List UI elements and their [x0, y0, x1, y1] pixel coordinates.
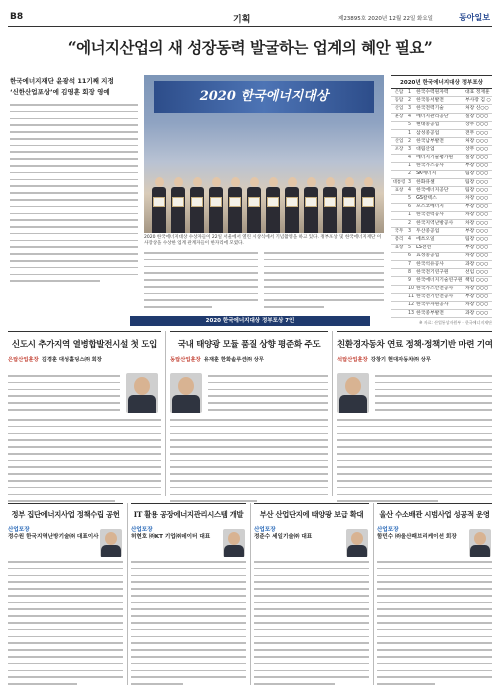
story-body: [8, 561, 123, 690]
column-divider: [127, 503, 128, 685]
story-6: [254, 503, 369, 541]
center-article-text-1: [144, 252, 258, 313]
award-category: [391, 211, 407, 219]
story-person: 정준수 세일기술㈜ 대표: [254, 534, 313, 540]
award-rank: 1: [407, 162, 415, 170]
award-category: [391, 293, 407, 301]
award-category: 훈장: [391, 113, 407, 121]
award-rank: 11: [407, 293, 415, 301]
award-list-row: [391, 138, 492, 146]
headline: “에너지산업의 새 성장동력 발굴하는 업계의 혜안 필요”: [67, 38, 433, 57]
award-list-row: [391, 121, 492, 129]
award-recipient: 팀장 ○○○: [464, 179, 492, 187]
award-category: [391, 154, 407, 162]
award-recipient: 선임 ○○○: [464, 269, 492, 277]
award-list-row: [391, 260, 492, 268]
award-rank: 13: [407, 310, 415, 318]
award-organization: 에쓰오일: [415, 236, 464, 244]
person-photo: [346, 529, 368, 557]
story-4: [8, 503, 123, 541]
award-recipient: 전무 ○○○: [464, 129, 492, 137]
story-award-tag: 산업포장: [254, 527, 276, 533]
award-organization: 한국동서발전: [415, 97, 464, 105]
story-person: 김경훈 대성홀딩스㈜ 회장: [41, 357, 102, 363]
award-recipient: 과장 ○○○: [464, 260, 492, 268]
story-title: 정부 집단에너지사업 정책수립 공헌: [8, 503, 123, 527]
award-rank: 3: [407, 146, 415, 154]
award-organization: 한국수력원자력: [415, 89, 464, 97]
award-rank: 6: [407, 252, 415, 260]
column-divider: [373, 503, 374, 685]
award-category: 은탑: [391, 89, 407, 97]
award-list-row: [391, 179, 492, 187]
story-award-tag: 산업포장: [131, 527, 153, 533]
award-rank: 12: [407, 301, 415, 309]
story-title: 국내 태양광 모듈 품질 상향 평준화 주도: [170, 331, 328, 355]
award-category: 동탑: [391, 97, 407, 105]
award-recipient: 부사장 김 ○: [464, 97, 492, 105]
award-recipient: 책임 ○○○: [464, 277, 492, 285]
award-category: 표창: [391, 244, 407, 252]
award-organization: 한국전력기술: [415, 105, 464, 113]
award-recipient: 차장 ○○○: [464, 220, 492, 228]
award-category: 포장: [391, 146, 407, 154]
newspaper-logo: 동아일보: [459, 13, 490, 22]
ceremony-banner: 2020 한국에너지대상: [154, 81, 374, 113]
story-person: 허현호 ㈜KT 기업㈜데이터 대표: [131, 534, 211, 540]
award-category: [391, 269, 407, 277]
award-recipient: 팀장 ○○○: [464, 236, 492, 244]
award-list-table: [391, 89, 492, 318]
person-photo: [126, 373, 158, 413]
award-rank: 2: [407, 220, 415, 228]
award-organization: 에너지기술평가원: [415, 154, 464, 162]
award-list-row: [391, 301, 492, 309]
center-article-text-2: [264, 252, 384, 313]
award-organization: 에너지관리공단: [415, 113, 464, 121]
award-rank: 10: [407, 285, 415, 293]
award-list-row: [391, 187, 492, 195]
award-recipient: 처장 신○○: [464, 105, 492, 113]
award-organization: 현대중공업: [415, 121, 464, 129]
award-recipient: 차장 ○○○: [464, 301, 492, 309]
story-award-tag: 동탑산업훈장: [170, 357, 201, 363]
section-bar: 2020 한국에너지대상 정부포상 7인: [130, 316, 370, 326]
award-list-title: 2020년 한국에너지대상 정부포상: [391, 75, 492, 89]
award-rank: 1: [407, 89, 415, 97]
award-list-row: [391, 146, 492, 154]
award-category: [391, 195, 407, 203]
award-list-row: [391, 154, 492, 162]
story-person: 정수원 한국지역난방기술㈜ 대표이사: [8, 534, 99, 540]
award-organization: 두산중공업: [415, 228, 464, 236]
award-organization: 한국가스공사: [415, 162, 464, 170]
column-divider: [165, 331, 166, 496]
award-organization: GS칼텍스: [415, 195, 464, 203]
award-recipient: 차장 ○○○: [464, 195, 492, 203]
award-rank: 4: [407, 187, 415, 195]
award-list-row: [391, 89, 492, 97]
issue-date: 제23895호 2020년 12월 22일 화요일: [338, 16, 433, 22]
award-category: [391, 203, 407, 211]
story-title: 울산 수소배관 시범사업 성공적 운영: [377, 503, 492, 527]
award-organization: LS전선: [415, 244, 464, 252]
award-recipient: 부장 ○○○: [464, 162, 492, 170]
award-category: [391, 285, 407, 293]
award-rank: 2: [407, 138, 415, 146]
page-number: B8: [10, 12, 24, 22]
column-divider: [332, 331, 333, 496]
story-person: 유재훈 한화솔루션㈜ 상무: [203, 357, 264, 363]
person-photo: [469, 529, 491, 557]
award-list-row: [391, 162, 492, 170]
page-header: [8, 9, 492, 27]
award-category: 산업: [391, 138, 407, 146]
award-category: [391, 260, 407, 268]
story-3: [337, 331, 492, 367]
award-organization: 효성중공업: [415, 252, 464, 260]
story-title: 부산 산업단지에 태양광 보급 확대: [254, 503, 369, 527]
award-list-row: [391, 129, 492, 137]
story-body: [377, 561, 492, 690]
story-title: 친환경자동차 연료 정책·정책기반 마련 기여: [337, 331, 492, 355]
award-category: 표창: [391, 187, 407, 195]
award-list-row: [391, 211, 492, 219]
award-recipient: 팀장 ○○○: [464, 170, 492, 178]
award-list-row: [391, 277, 492, 285]
award-organization: 한국수자원공사: [415, 301, 464, 309]
award-rank: 5: [407, 244, 415, 252]
award-category: [391, 121, 407, 129]
award-list-row: [391, 105, 492, 113]
person-photo: [170, 373, 202, 413]
story-award-tag: 산업포장: [377, 527, 399, 533]
photo-caption: 2020 한국에너지대상 수상자들이 22일 서울에서 열린 시상식에서 기념촬영을 하고 있다. 정부포상 및 한국에너지재단 이사장상을 수상한 업계 관계자들이 한자리에 모였다.: [144, 235, 382, 246]
person-photo: [100, 529, 122, 557]
story-7: [377, 503, 492, 541]
story-title: 신도시 추가지역 열병합발전시설 첫 도입: [8, 331, 161, 355]
lead-article-text: [10, 104, 138, 287]
story-award-tag: 석탑산업훈장: [337, 357, 368, 363]
story-award-tag: 산업포장: [8, 527, 30, 533]
award-list-row: [391, 195, 492, 203]
award-recipient: 부장 ○○○: [464, 228, 492, 236]
award-rank: 3: [407, 179, 415, 187]
award-list-row: [391, 220, 492, 228]
award-organization: 한국중부발전: [415, 310, 464, 318]
award-recipient: 부장 ○○○: [464, 293, 492, 301]
award-organization: 한국가스안전공사: [415, 285, 464, 293]
award-rank: 3: [407, 105, 415, 113]
award-list-source: ※ 자료: 산업통상자원부 · 한국에너지재단: [419, 320, 492, 326]
award-recipient: 상무 ○○○: [464, 146, 492, 154]
award-rank: 1: [407, 211, 415, 219]
award-organization: 삼성중공업: [415, 129, 464, 137]
person-photo: [223, 529, 245, 557]
story-5: [131, 503, 246, 541]
award-category: [391, 252, 407, 260]
award-rank: 2: [407, 170, 415, 178]
award-category: [391, 170, 407, 178]
award-organization: 포스코에너지: [415, 203, 464, 211]
award-recipient: 부장 ○○○: [464, 244, 492, 252]
award-category: [391, 301, 407, 309]
award-list-row: [391, 252, 492, 260]
award-rank: 4: [407, 154, 415, 162]
award-rank: 6: [407, 203, 415, 211]
award-winners-group: [144, 123, 384, 233]
column-divider: [250, 503, 251, 685]
award-organization: 한화큐셀: [415, 179, 464, 187]
story-body: [170, 419, 328, 507]
award-list-row: [391, 236, 492, 244]
lead-subhead-1: 한국에너지재단 윤광석 11기째 지정: [10, 77, 114, 85]
award-rank: 2: [407, 97, 415, 105]
award-category: [391, 220, 407, 228]
award-category: [391, 277, 407, 285]
award-recipient: 부장 ○○○: [464, 203, 492, 211]
story-1: [8, 331, 161, 367]
award-recipient: 처장 ○○○: [464, 138, 492, 146]
award-recipient: 실장 ○○○: [464, 154, 492, 162]
award-recipient: 실장 ○○○: [464, 113, 492, 121]
award-recipient: 과장 ○○○: [464, 310, 492, 318]
award-organization: SK에너지: [415, 170, 464, 178]
award-category: [391, 162, 407, 170]
award-rank: 4: [407, 236, 415, 244]
award-category: 총리: [391, 236, 407, 244]
award-list-row: [391, 310, 492, 318]
award-organization: 한국전기안전공사: [415, 293, 464, 301]
award-list-row: [391, 285, 492, 293]
award-list-row: [391, 203, 492, 211]
award-category: [391, 310, 407, 318]
award-organization: 한국석유공사: [415, 260, 464, 268]
award-list-row: [391, 170, 492, 178]
award-recipient: 팀장 ○○○: [464, 187, 492, 195]
award-organization: 한국에너지공단: [415, 187, 464, 195]
award-category: 산업: [391, 105, 407, 113]
award-rank: 8: [407, 269, 415, 277]
story-2: [170, 331, 328, 367]
award-rank: 9: [407, 277, 415, 285]
award-organization: 한국남부발전: [415, 138, 464, 146]
story-title: IT 활용 공장에너지관리시스템 개발: [131, 503, 246, 527]
award-rank: 1: [407, 129, 415, 137]
story-person: 함민수 ㈜울산패브리케이션 회장: [377, 534, 457, 540]
story-body: [254, 561, 369, 690]
story-person: 강창기 현대자동차㈜ 상무: [370, 357, 431, 363]
award-recipient: 차장 ○○○: [464, 252, 492, 260]
award-category: 대통령: [391, 179, 407, 187]
story-body: [8, 419, 161, 507]
award-list-row: [391, 228, 492, 236]
award-rank: 5: [407, 121, 415, 129]
award-organization: 대림산업: [415, 146, 464, 154]
award-rank: 3: [407, 228, 415, 236]
award-rank: 4: [407, 113, 415, 121]
award-list-row: [391, 293, 492, 301]
award-recipient: 상무 ○○○: [464, 121, 492, 129]
award-organization: 한국지역난방공사: [415, 220, 464, 228]
award-rank: 5: [407, 195, 415, 203]
award-recipient: 차장 ○○○: [464, 285, 492, 293]
award-rank: 7: [407, 260, 415, 268]
award-list-row: [391, 97, 492, 105]
lead-subhead-2: ‘신한산업포상’에 김영훈 회장 영예: [10, 88, 110, 96]
award-list-row: [391, 244, 492, 252]
story-body: [337, 419, 492, 507]
award-recipient: 대표 정재훈: [464, 89, 492, 97]
award-recipient: 차장 ○○○: [464, 211, 492, 219]
award-list-row: [391, 113, 492, 121]
award-category: 국무: [391, 228, 407, 236]
story-award-tag: 은탑산업훈장: [8, 357, 39, 363]
story-body: [131, 561, 246, 690]
award-category: [391, 129, 407, 137]
section-label: 기획: [233, 15, 251, 25]
award-organization: 한국전력공사: [415, 211, 464, 219]
award-organization: 한국전기연구원: [415, 269, 464, 277]
award-organization: 한국에너지기술연구원: [415, 277, 464, 285]
person-photo: [337, 373, 369, 413]
award-list-row: [391, 269, 492, 277]
award-list-box: [391, 75, 492, 326]
award-ceremony-photo: [144, 75, 384, 233]
